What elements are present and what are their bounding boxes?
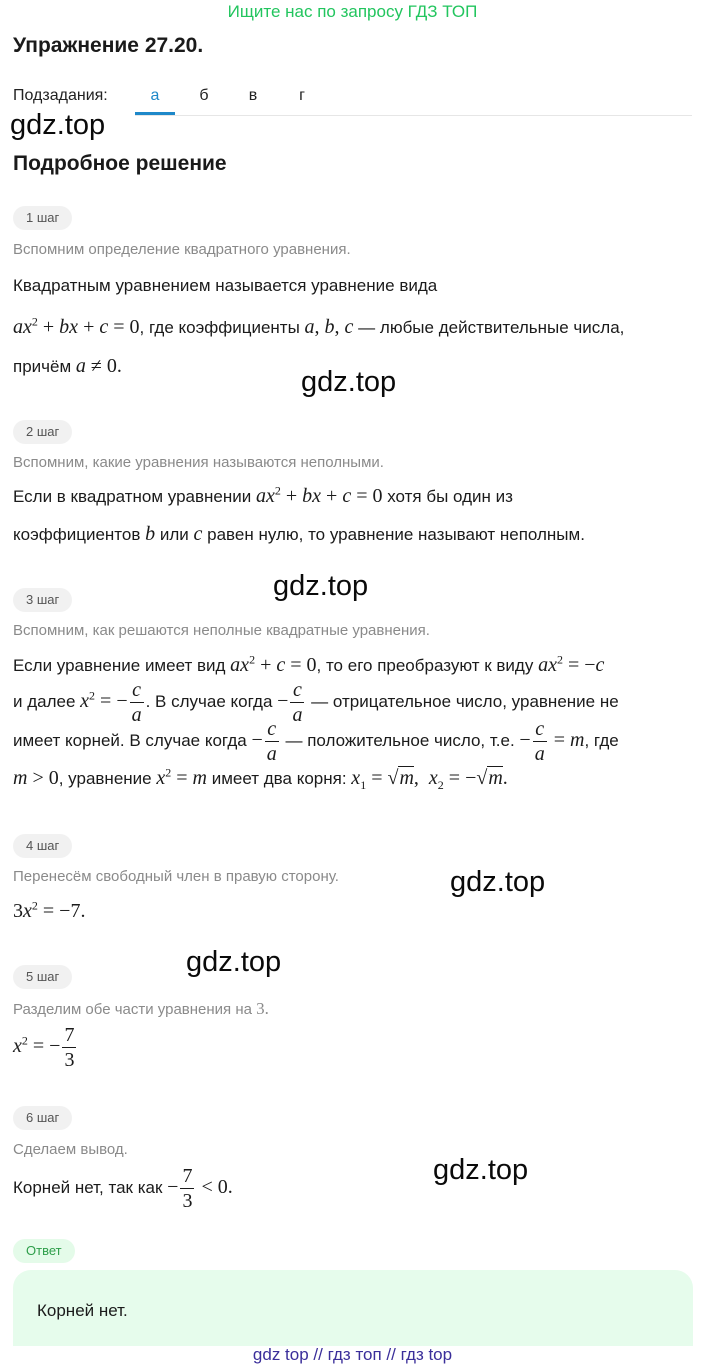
watermark: gdz.top bbox=[450, 866, 546, 898]
step-hint: Разделим обе части уравнения на 3. bbox=[13, 999, 269, 1018]
tab-v[interactable]: в bbox=[248, 87, 258, 104]
step-hint: Сделаем вывод. bbox=[13, 1141, 128, 1158]
watermark: gdz.top bbox=[273, 570, 369, 602]
step-badge: 5 шаг bbox=[13, 965, 72, 989]
watermark: gdz.top bbox=[433, 1154, 529, 1186]
answer-badge: Ответ bbox=[13, 1239, 75, 1263]
tab-b[interactable]: б bbox=[199, 87, 209, 104]
step-formula-line: Если в квадратном уравнении $ax^2$ + bx + c = 0 хотя бы один из bbox=[13, 483, 513, 507]
answer-text: Корней нет. bbox=[37, 1301, 128, 1320]
watermark: gdz.top bbox=[10, 109, 106, 141]
tab-a[interactable]: а bbox=[150, 87, 160, 104]
step-text: Квадратным уравнением называется уравнение вида bbox=[13, 276, 438, 295]
step-hint: Перенесём свободный член в правую сторону. bbox=[13, 868, 339, 885]
step-hint: Вспомним определение квадратного уравнения. bbox=[13, 241, 351, 258]
step-formula-line: $ax^2$ + bx + c = 0, где коэффициенты a, b, c — любые действительные числа, bbox=[13, 314, 625, 338]
step-badge: 4 шаг bbox=[13, 834, 72, 858]
step-formula-line: $3x^2 = -7$. bbox=[13, 898, 86, 922]
step-formula-line: $x^2$ = − $\frac{7}{3}$ bbox=[13, 1024, 75, 1071]
step-badge: 2 шаг bbox=[13, 420, 72, 444]
page-title: Упражнение 27.20. bbox=[13, 34, 204, 57]
step-formula-line: Корней нет, так как − $\frac{7}{3}$ < 0. bbox=[13, 1165, 233, 1212]
step-formula-line: имеет корней. В случае когда − $\frac{c}{a}$ — положительное число, т.е. − $\frac{c}{a}$ = m, где bbox=[13, 718, 619, 765]
step-hint: Вспомним, какие уравнения называются неполными. bbox=[13, 454, 384, 471]
tab-g[interactable]: г bbox=[299, 87, 305, 104]
step-badge: 3 шаг bbox=[13, 588, 72, 612]
subtasks-label: Подзадания: bbox=[13, 87, 108, 104]
step-hint: Вспомним, как решаются неполные квадратные уравнения. bbox=[13, 622, 430, 639]
step-badge: 6 шаг bbox=[13, 1106, 72, 1130]
footer-links[interactable]: gdz top // гдз топ // гдз top bbox=[252, 1345, 453, 1364]
watermark: gdz.top bbox=[301, 366, 397, 398]
step-badge: 1 шаг bbox=[13, 206, 72, 230]
section-title: Подробное решение bbox=[13, 152, 227, 175]
step-formula-line: и далее $x^2$ = − $\frac{c}{a}$ . В случае когда − $\frac{c}{a}$ — отрицательное число, уравнение не bbox=[13, 679, 619, 726]
top-banner[interactable]: Ищите нас по запросу ГДЗ ТОП bbox=[227, 2, 478, 21]
step-formula-line: Если уравнение имеет вид $ax^2 + c = 0$, то его преобразуют к виду $ax^2 = -c$ bbox=[13, 652, 605, 676]
tabs-divider bbox=[135, 115, 692, 116]
step-formula-line: причём a ≠ 0. bbox=[13, 355, 122, 377]
step-formula-line: коэффициентов b или c равен нулю, то уравнение называют неполным. bbox=[13, 523, 585, 545]
step-formula-line: m > 0, уравнение $x^2 = m$ имеет два корня: $x_1 = √m$, $x_2 = -√m$. bbox=[13, 765, 508, 792]
watermark: gdz.top bbox=[186, 946, 282, 978]
